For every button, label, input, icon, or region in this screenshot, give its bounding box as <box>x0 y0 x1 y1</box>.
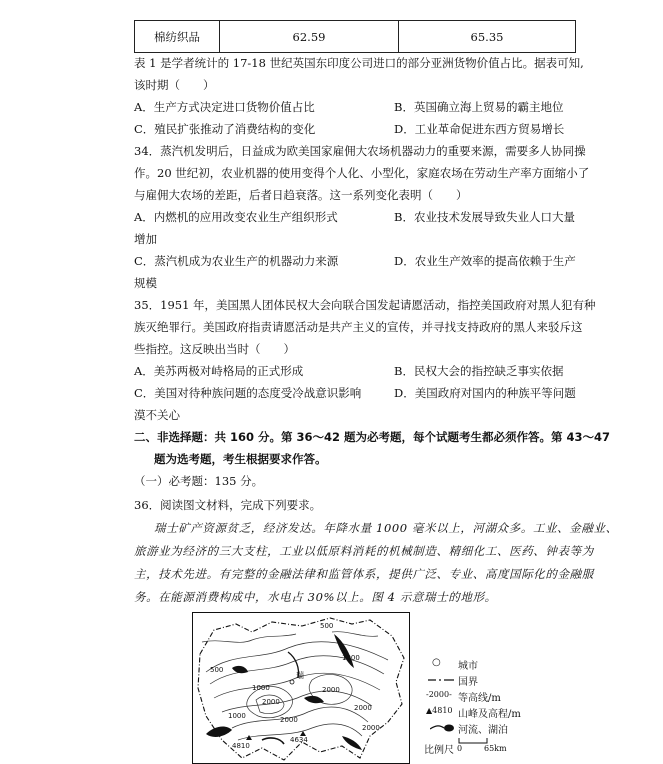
q34-option-a: A．内燃机的应用改变农业生产组织形式 <box>134 210 338 224</box>
map-label: 500 <box>210 666 224 674</box>
q36-material: 瑞士矿产资源贫乏，经济发达。年降水量 1000 毫米以上，河湖众多。工业、金融业、 <box>154 521 618 535</box>
q34-option-d-cont: 规模 <box>134 276 157 290</box>
map-label: 2000 <box>362 724 380 732</box>
scale-65km: 65km <box>484 744 507 753</box>
city-symbol-icon: ○ <box>432 657 441 668</box>
q35-stem: 些指控。这反映出当时（ ） <box>134 342 295 356</box>
map-label: 瑞 <box>296 671 304 680</box>
q33-option-b: B．英国确立海上贸易的霸主地位 <box>394 100 564 114</box>
border-line-icon <box>428 677 454 683</box>
legend-contour: 等高线/m <box>458 693 501 704</box>
map-label: 4810 <box>232 742 250 750</box>
q35-stem: 族灭绝罪行。美国政府指责请愿活动是共产主义的宣传，并寻找支持政府的黑人来驳斥这 <box>134 320 583 334</box>
q33-stem: 该时期（ ） <box>134 78 215 92</box>
map-label: 2000 <box>354 704 372 712</box>
legend-scale: 比例尺 <box>424 745 454 756</box>
q34-option-b: B．农业技术发展导致失业人口大量 <box>394 210 575 224</box>
q34-stem: 与雇佣大农场的差距，后者日趋衰落。这一系列变化表明（ ） <box>134 188 468 202</box>
q36-stem: 36．阅读图文材料，完成下列要求。 <box>134 498 322 512</box>
contour-line-icon: -2000- <box>426 690 452 699</box>
switzerland-terrain-map <box>192 612 410 764</box>
table-cell: 65.35 <box>399 21 576 53</box>
map-label: 500 <box>320 622 334 630</box>
table-row <box>135 21 576 53</box>
q34-stem: 作。20 世纪初，农业机器的使用变得个人化、小型化，家庭农场在劳动生产率方面缩小了 <box>134 166 590 180</box>
q36-material: 旅游业为经济的三大支柱，工业以低原料消耗的机械制造、精细化工、医药、钟表等为 <box>134 544 594 558</box>
section-subheading: （一）必考题：135 分。 <box>134 474 264 488</box>
table-cell: 棉纺织品 <box>135 21 220 53</box>
map-label: 4634 <box>290 736 308 744</box>
legend-river: 河流、湖泊 <box>458 725 508 736</box>
q35-option-c: C．美国对待种族问题的态度受冷战意识影响 <box>134 386 362 400</box>
map-label: 1000 <box>342 654 360 662</box>
goods-table <box>134 20 576 53</box>
q34-stem: 34．蒸汽机发明后，日益成为欧美国家雇佣大农场机器动力的重要来源，需要多人协同操 <box>134 144 586 158</box>
q35-option-a: A．美苏两极对峙格局的正式形成 <box>134 364 304 378</box>
q36-material: 主，技术先进。有完整的金融法律和监管体系，提供广泛、专业、高度国际化的金融服 <box>134 567 594 581</box>
section-heading: 题为选考题，考生根据要求作答。 <box>154 452 327 466</box>
legend-city: 城市 <box>458 661 478 672</box>
q35-stem: 35．1951 年，美国黑人团体民权大会向联合国发起请愿活动，指控美国政府对黑人犯有种 <box>134 298 596 312</box>
q33-option-d: D．工业革命促进东西方贸易增长 <box>394 122 565 136</box>
map-label: 2000 <box>280 716 298 724</box>
q34-option-b-cont: 增加 <box>134 232 157 246</box>
scale-zero: 0 <box>457 744 463 753</box>
peak-icon: ▲4810 <box>426 706 453 715</box>
q36-material: 务。在能源消费构成中，水电占 30%以上。图 4 示意瑞士的地形。 <box>134 590 497 604</box>
river-lake-icon <box>430 723 454 733</box>
q34-option-d: D．农业生产效率的提高依赖于生产 <box>394 254 576 268</box>
map-label: 2000 <box>262 698 280 706</box>
table-cell: 62.59 <box>220 21 399 53</box>
q35-option-d: D．美国政府对国内的种族平等问题 <box>394 386 576 400</box>
map-label: 1000 <box>228 712 246 720</box>
q33-option-a: A．生产方式决定进口货物价值占比 <box>134 100 315 114</box>
map-label: 1000 <box>252 684 270 692</box>
q35-option-d-cont: 漠不关心 <box>134 408 180 422</box>
map-label: 2000 <box>322 686 340 694</box>
q35-option-b: B．民权大会的指控缺乏事实依据 <box>394 364 564 378</box>
section-heading: 二、非选择题：共 160 分。第 36～42 题为必考题，每个试题考生都必须作答。第 43～47 <box>134 430 611 444</box>
legend-border: 国界 <box>458 677 478 688</box>
legend-peak: 山峰及高程/m <box>458 709 521 720</box>
q33-option-c: C．殖民扩张推动了消费结构的变化 <box>134 122 316 136</box>
q33-stem: 表 1 是学者统计的 17-18 世纪英国东印度公司进口的部分亚洲货物价值占比。据表可知, <box>134 56 584 70</box>
q34-option-c: C．蒸汽机成为农业生产的机器动力来源 <box>134 254 339 268</box>
